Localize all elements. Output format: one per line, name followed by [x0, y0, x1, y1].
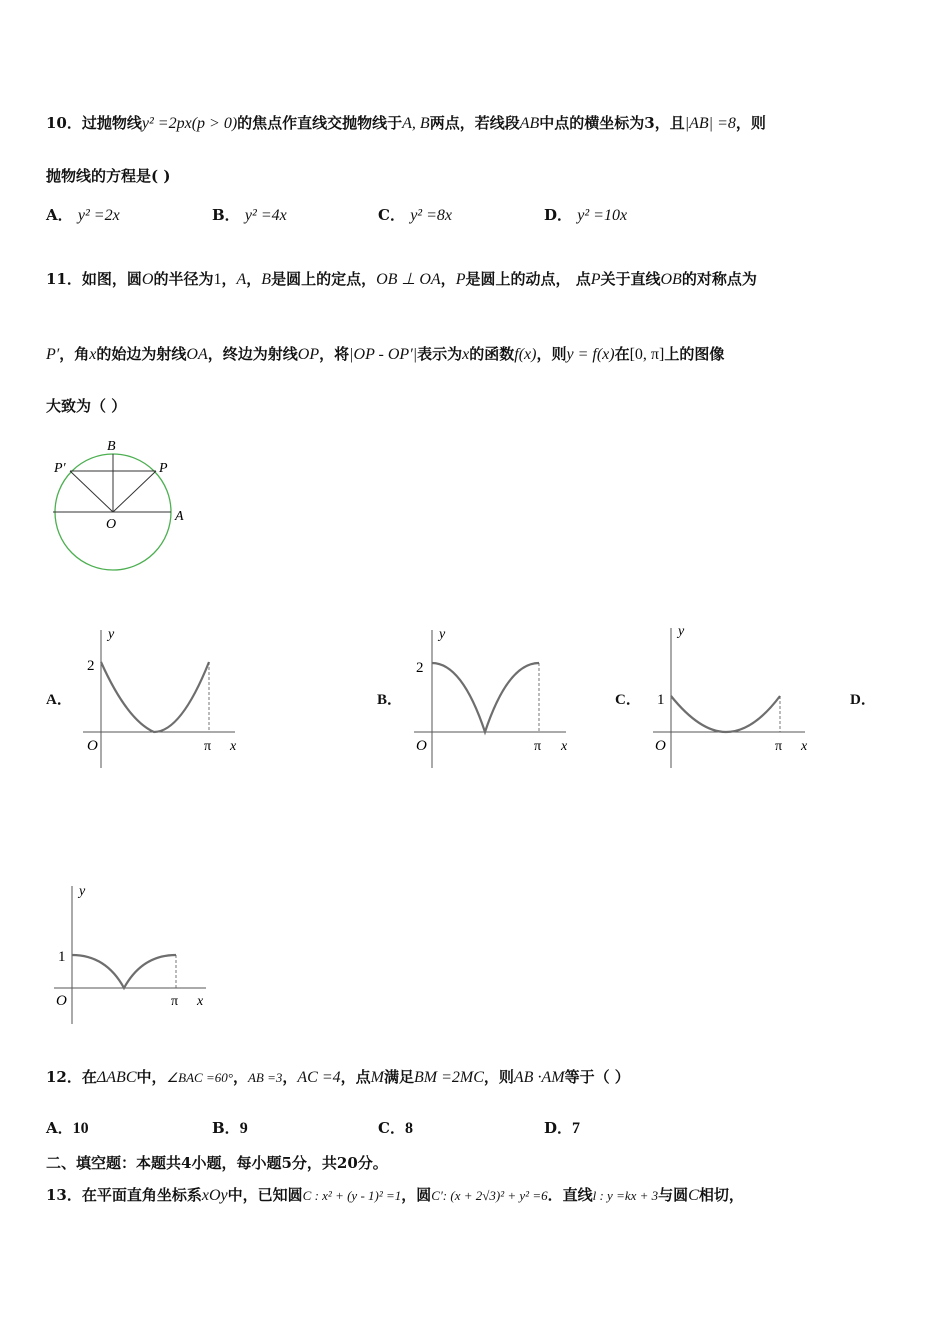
text-segment: ，终边为射线 [207, 345, 298, 363]
q10-option-d [544, 204, 627, 225]
curve [72, 955, 176, 988]
pi-label: π [171, 994, 179, 1009]
y-value-label: 2 [416, 660, 424, 676]
text-segment: 满足 [383, 1068, 414, 1086]
option-value: y² =8x [410, 207, 452, 224]
math-expression: y = f(x) [566, 346, 615, 363]
text-segment: ， [246, 270, 262, 288]
text-segment: ，将 [319, 345, 350, 363]
graph-d [46, 878, 221, 1028]
pi-label: π [534, 739, 542, 754]
text-segment: 与圆 [658, 1186, 689, 1204]
x-label: x [230, 739, 237, 754]
q10-option-b [212, 204, 287, 225]
option-label: A． [46, 1119, 73, 1137]
text-segment: ， [440, 270, 456, 288]
segment-op [113, 471, 156, 512]
label-p: P [159, 461, 168, 476]
option-value: 7 [572, 1120, 581, 1137]
text-segment: ，圆 [401, 1186, 432, 1204]
text-segment: 12．在 [46, 1068, 97, 1086]
math-expression: M [370, 1069, 384, 1086]
section-2-heading: 二、填空题：本题共4小题，每小题5分，共20分。 [46, 1154, 388, 1172]
q10-text-5: ，则 [735, 114, 766, 132]
circle-figure [40, 432, 200, 577]
q12-option-d [544, 1117, 580, 1138]
option-label: C． [378, 206, 405, 224]
math-expression: B [261, 271, 272, 288]
math-expression: OP [297, 346, 320, 363]
y-value-label: 1 [657, 692, 665, 708]
option-value: y² =4x [244, 207, 287, 224]
q13-line1 [46, 1184, 744, 1205]
label-b: B [107, 439, 116, 454]
text-segment: 的半径为 [153, 270, 214, 288]
x-label: x [561, 739, 568, 754]
q11-line1 [46, 268, 757, 289]
text-segment: 是圆上的动点， 点 [465, 270, 591, 288]
text-segment: 等于（ ） [564, 1068, 630, 1086]
q11-line1-content [82, 270, 757, 288]
text-segment: 中，已知圆 [227, 1186, 303, 1204]
q10-line1 [46, 112, 766, 133]
math-expression: l : y =kx + 3 [592, 1188, 659, 1203]
origin-label: O [416, 738, 427, 754]
text-segment: ，则 [483, 1068, 514, 1086]
y-label: y [108, 627, 115, 642]
x-label: x [197, 994, 204, 1009]
math-expression: O [141, 271, 154, 288]
y-label: y [439, 627, 446, 642]
text-segment: ，点 [340, 1068, 371, 1086]
math-expression: OB [660, 271, 682, 288]
q10-text-4: 中点的横坐标为3，且 [539, 114, 685, 132]
math-expression: OA [186, 346, 208, 363]
text-segment: 中， [136, 1068, 167, 1086]
math-expression: P′ [46, 346, 60, 363]
x-label: x [801, 739, 808, 754]
origin-label: O [87, 738, 98, 754]
q11-option-d-label: D． [850, 692, 876, 708]
option-label: A． [46, 206, 73, 224]
option-value: 9 [239, 1120, 248, 1137]
q11-number: 11． [46, 270, 82, 288]
option-label: C． [378, 1119, 405, 1137]
text-segment: 13．在平面直角坐标系 [46, 1186, 202, 1204]
text-segment: ， [232, 1068, 248, 1086]
q13-line1-content [46, 1186, 744, 1204]
graph-c [645, 620, 820, 770]
text-segment: 是圆上的定点， [271, 270, 377, 288]
math-number: [0, π] [629, 346, 665, 363]
q10-points: A, B [402, 115, 430, 132]
math-number: 1 [213, 271, 222, 288]
math-expression: |OP - OP′| [349, 346, 418, 363]
q10-ab-length: |AB| =8 [684, 115, 736, 132]
text-segment: 如图，圆 [81, 270, 142, 288]
text-segment: ， [221, 270, 237, 288]
q10-number: 10． [46, 114, 82, 132]
math-expression: OB ⊥ OA [376, 271, 441, 288]
math-expression: ∠BAC =60° [166, 1070, 233, 1085]
q12-option-a [46, 1117, 89, 1138]
text-segment: 的函数 [469, 345, 515, 363]
text-segment: ， [282, 1068, 298, 1086]
math-expression: xOy [201, 1187, 228, 1204]
text-segment: ．直线 [547, 1186, 593, 1204]
label-o: O [106, 517, 117, 532]
q11-option-a-label: A． [46, 692, 72, 708]
q10-text-3: 两点，若线段 [429, 114, 520, 132]
option-value: y² =10x [577, 207, 628, 224]
text-segment: 的对称点为 [681, 270, 757, 288]
option-label: B． [212, 206, 240, 224]
q10-segment: AB [519, 115, 540, 132]
curve [101, 662, 209, 732]
q10-line2: 抛物线的方程是( ) [46, 167, 171, 185]
option-value: y² =2x [77, 207, 120, 224]
q12-line1-content [46, 1068, 630, 1086]
math-expression: BM =2MC [413, 1069, 484, 1086]
curve [671, 696, 780, 732]
text-segment: 相切， [698, 1186, 744, 1204]
option-value: 10 [72, 1120, 89, 1137]
text-segment: ，则 [536, 345, 567, 363]
q10-text-2: 的焦点作直线交抛物线于 [237, 114, 403, 132]
math-expression: x [462, 346, 470, 363]
math-expression: P [590, 271, 601, 288]
label-p-prime: P′ [54, 461, 66, 476]
pi-label: π [775, 739, 783, 754]
q11-line3: 大致为（ ） [46, 397, 127, 415]
text-segment: 的始边为射线 [96, 345, 187, 363]
q12-option-c [378, 1117, 413, 1138]
q10-option-c [378, 204, 452, 225]
math-expression: AC =4 [297, 1069, 341, 1086]
q11-line2-content [46, 345, 724, 363]
pi-label: π [204, 739, 212, 754]
text-segment: 在 [614, 345, 630, 363]
graph-a [75, 620, 250, 770]
math-expression: ΔABC [96, 1069, 137, 1086]
option-label: D． [544, 206, 573, 224]
math-expression: f(x) [514, 346, 537, 363]
y-value-label: 2 [87, 658, 95, 674]
label-a: A [175, 509, 184, 524]
option-label: D． [544, 1119, 573, 1137]
graph-b [406, 620, 581, 770]
q11-line2 [46, 343, 724, 364]
math-expression: A [236, 271, 247, 288]
q11-option-b-label: B． [377, 692, 403, 708]
math-expression: C : x² + (y - 1)² =1 [302, 1188, 402, 1203]
q12-line1 [46, 1066, 630, 1087]
math-expression: AB =3 [247, 1070, 283, 1085]
origin-label: O [56, 993, 67, 1009]
y-label: y [79, 884, 86, 899]
text-segment: 上的图像 [664, 345, 725, 363]
q10-text-1: 过抛物线 [81, 114, 142, 132]
math-expression: C [688, 1187, 699, 1204]
origin-label: O [655, 738, 666, 754]
text-segment: 关于直线 [600, 270, 661, 288]
y-label: y [678, 624, 685, 639]
curve [432, 663, 539, 732]
segment-op-prime [70, 471, 113, 512]
q10-parabola-equation: y² =2px(p > 0) [141, 115, 238, 132]
q10-option-a [46, 204, 120, 225]
text-segment: ，角 [59, 345, 90, 363]
math-expression: C′: (x + 2√3)² + y² =6 [431, 1188, 548, 1203]
q11-option-c-label: C． [615, 692, 641, 708]
y-value-label: 1 [58, 949, 66, 965]
math-expression: AB ·AM [513, 1069, 565, 1086]
option-value: 8 [404, 1120, 413, 1137]
text-segment: 表示为 [417, 345, 463, 363]
q12-option-b [212, 1117, 248, 1138]
option-label: B． [212, 1119, 240, 1137]
math-expression: P [455, 271, 466, 288]
math-expression: x [89, 346, 97, 363]
